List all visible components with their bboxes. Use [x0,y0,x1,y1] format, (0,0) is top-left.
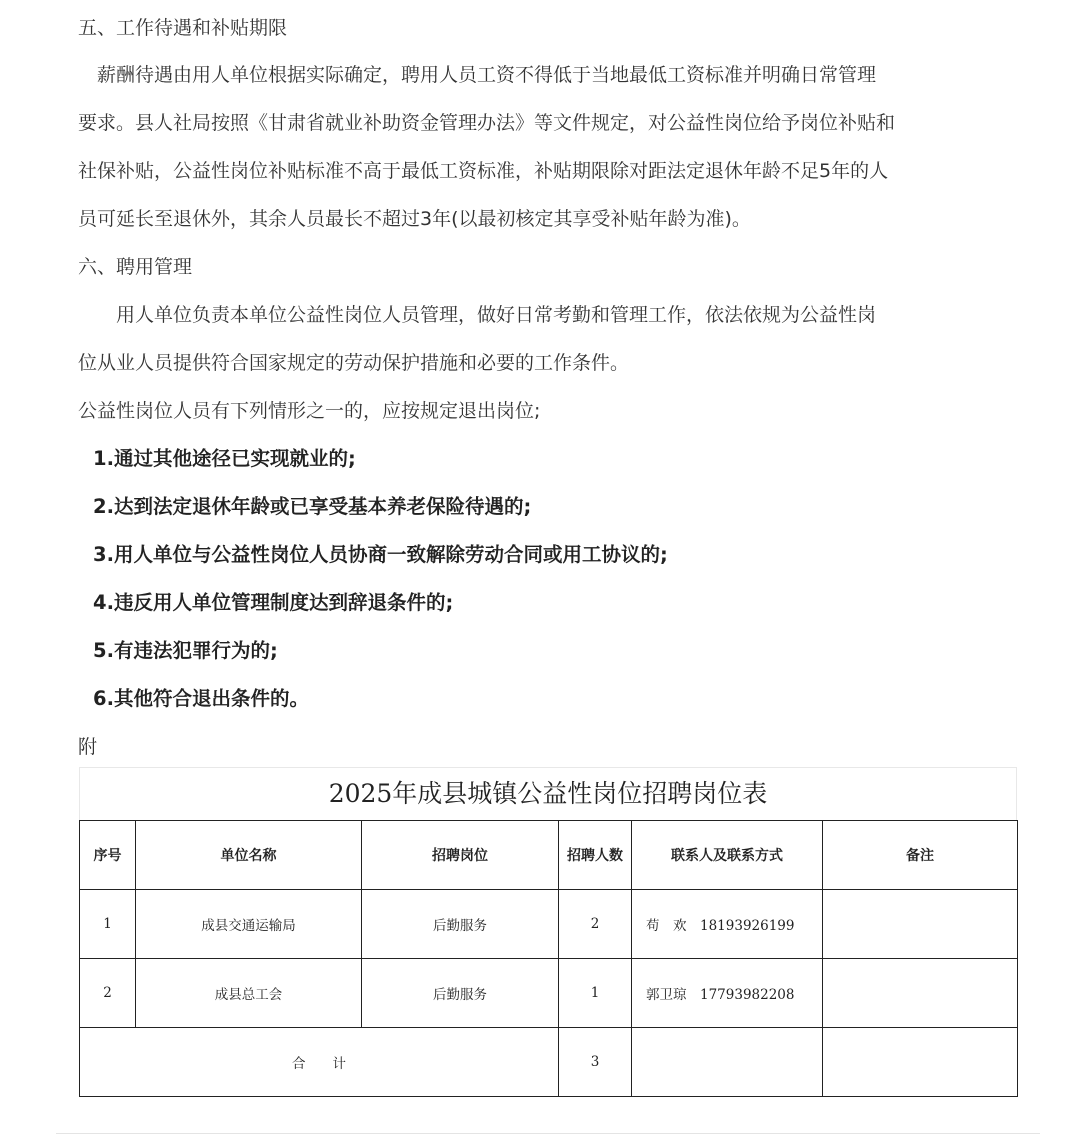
exit-condition-item: 1.通过其他途径已实现就业的; [93,447,356,470]
total-label: 合 计 [80,1028,559,1097]
header-count: 招聘人数 [559,821,632,890]
exit-condition-item: 4.违反用人单位管理制度达到辞退条件的; [93,591,454,614]
cell-count: 1 [559,959,632,1028]
header-note: 备注 [823,821,1018,890]
cell-unit: 成县交通运输局 [136,890,362,959]
total-note-empty [823,1028,1018,1097]
cell-count: 2 [559,890,632,959]
table-header-row [80,821,1018,890]
cell-contact: 郭卫琼 17793982208 [632,959,823,1028]
recruitment-table-image [79,767,1017,1097]
exit-condition-item: 3.用人单位与公益性岗位人员协商一致解除劳动合同或用工协议的; [93,543,668,566]
cell-contact: 苟 欢 18193926199 [632,890,823,959]
section-5-paragraph-line: 员可延长至退休外，其余人员最长不超过3年(以最初核定其享受补贴年龄为准)。 [78,208,751,230]
header-post: 招聘岗位 [362,821,559,890]
attachment-label: 附 [78,736,98,758]
section-6-heading: 六、聘用管理 [78,256,193,278]
cell-no: 1 [80,890,136,959]
cell-unit: 成县总工会 [136,959,362,1028]
cell-post: 后勤服务 [362,890,559,959]
exit-condition-item: 2.达到法定退休年龄或已享受基本养老保险待遇的; [93,495,532,518]
table-title: 2025年成县城镇公益性岗位招聘岗位表 [79,767,1017,820]
cell-post: 后勤服务 [362,959,559,1028]
cell-no: 2 [80,959,136,1028]
total-count: 3 [559,1028,632,1097]
cell-note [823,890,1018,959]
header-no: 序号 [80,821,136,890]
table-row [80,890,1018,959]
table-total-row [80,1028,1018,1097]
section-5-paragraph-line: 社保补贴，公益性岗位补贴标准不高于最低工资标准，补贴期限除对距法定退休年龄不足5年的人 [78,160,889,182]
exit-condition-item: 5.有违法犯罪行为的; [93,639,278,662]
section-5-heading: 五、工作待遇和补贴期限 [78,17,288,39]
section-5-paragraph-line: 要求。县人社局按照《甘肃省就业补助资金管理办法》等文件规定，对公益性岗位给予岗位补贴和 [78,112,896,134]
section-6-paragraph-line: 用人单位负责本单位公益性岗位人员管理，做好日常考勤和管理工作，依法依规为公益性岗 [78,304,877,326]
recruitment-table [79,820,1018,1097]
exit-condition-item: 6.其他符合退出条件的。 [93,687,309,710]
total-contact-empty [632,1028,823,1097]
divider [56,1133,1040,1134]
table-row [80,959,1018,1028]
exit-conditions-intro: 公益性岗位人员有下列情形之一的，应按规定退出岗位; [78,400,541,422]
cell-note [823,959,1018,1028]
section-5-paragraph-line: 薪酬待遇由用人单位根据实际确定，聘用人员工资不得低于当地最低工资标准并明确日常管理 [78,64,877,86]
header-contact: 联系人及联系方式 [632,821,823,890]
header-unit: 单位名称 [136,821,362,890]
section-6-paragraph-line: 位从业人员提供符合国家规定的劳动保护措施和必要的工作条件。 [78,352,630,374]
